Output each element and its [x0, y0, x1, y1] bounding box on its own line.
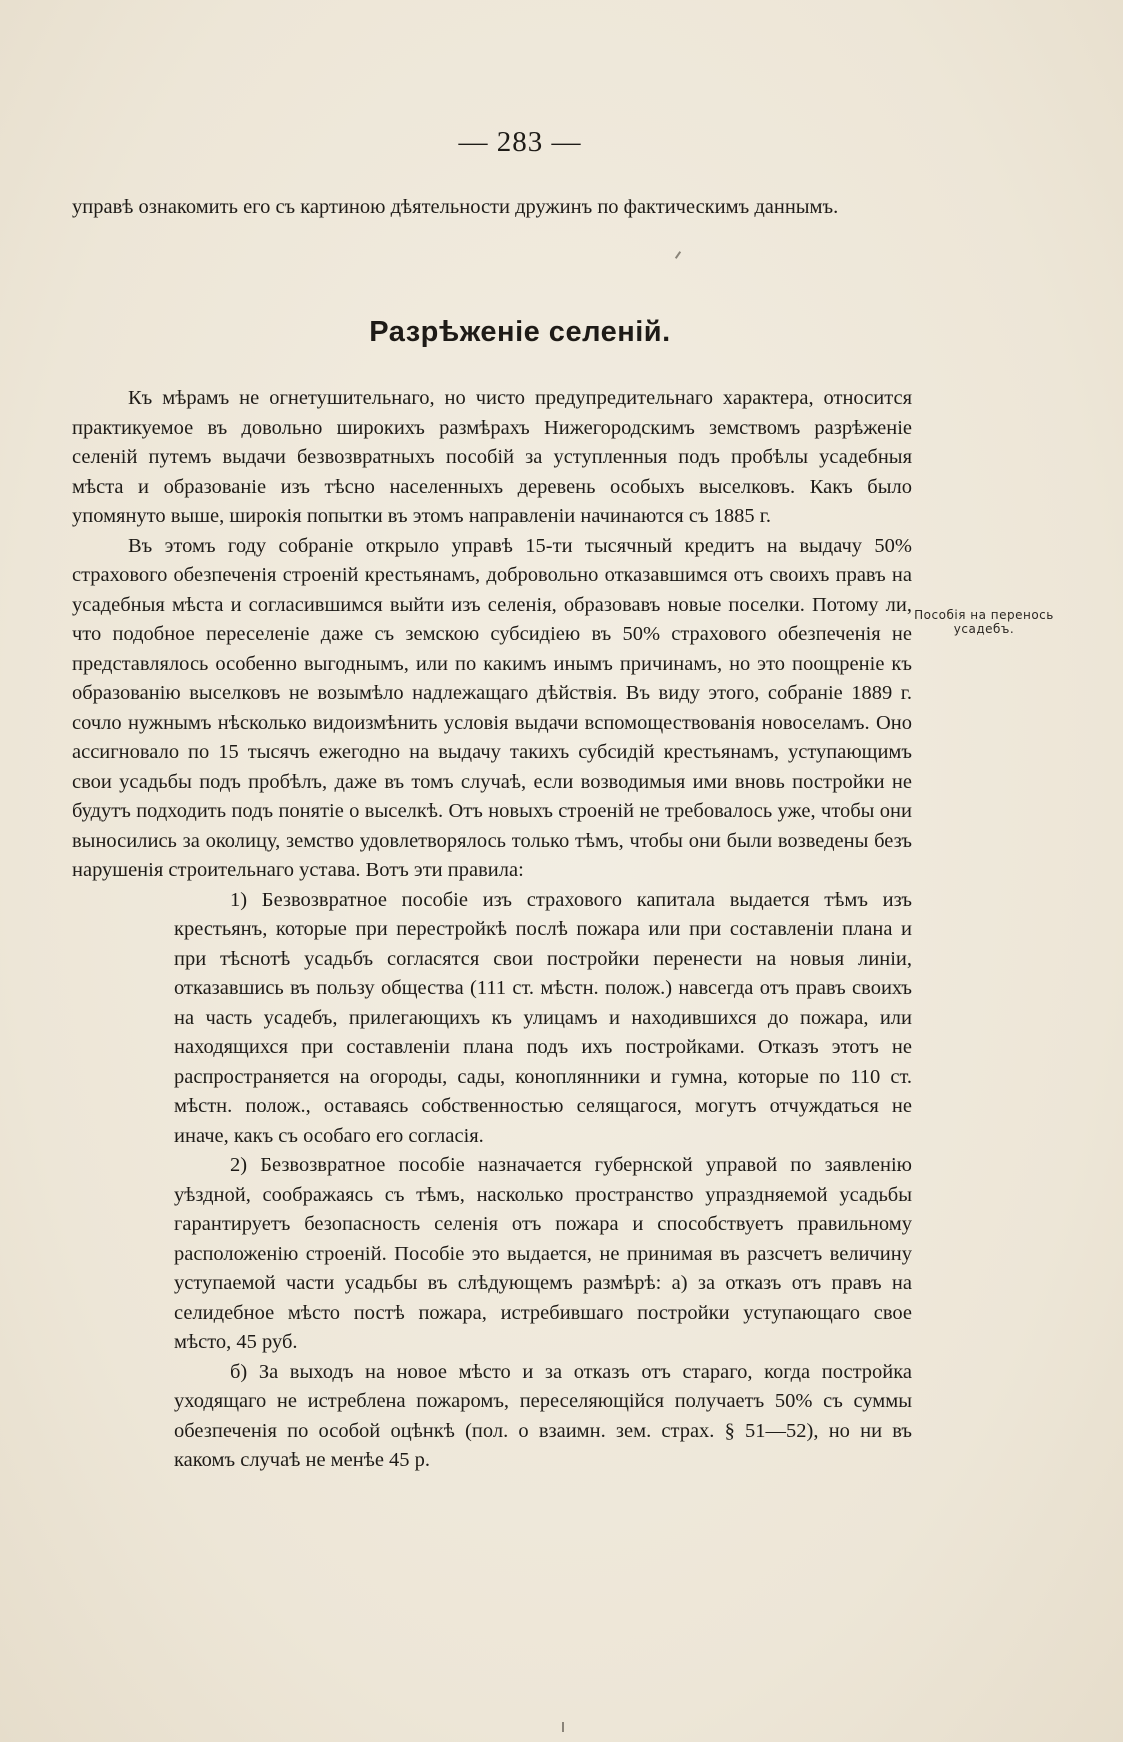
rule-item: 1) Безвозвратное пособіе изъ страхового капитала выдается тѣмъ изъ крестьянъ, которые при перестройкѣ послѣ пожара или при составленіи плана и при тѣснотѣ усадьбъ согласятся свои постройки перенести на новыя линіи, отказавшись въ пользу общества (111 ст. мѣстн. полож.) навсегда отъ правъ своихъ на часть усадебъ, прилегающихъ къ улицамъ и находившихся до пожара, или находящихся при составленіи плана подъ ихъ постройками. Отказъ этотъ не распространяется на огороды, сады, коноплянники и гумна, которые по 110 ст. мѣстн. полож., оставаясь собственностью селящагося, могутъ отчуждаться не иначе, какъ съ особаго его согласія. — [174, 888, 912, 1147]
section-body — [72, 384, 912, 1476]
paragraph: Въ этомъ году собраніе открыло управѣ 15-ти тысячный кредитъ на выдачу 50% страхового обезпеченія строеній крестьянамъ, добровольно отказавшимся отъ своихъ правъ на усадебныя мѣста и согласившимся выйти изъ селенія, образовавъ новые поселки. Потому ли, что подобное переселеніе даже съ земскою субсидіею въ 50% страхового обезпеченія не представлялось особенно выгоднымъ, или по какимъ инымъ причинамъ, но это поощреніе къ образованію выселковъ не возымѣло надлежащаго дѣйствія. Въ виду этого, собраніе 1889 г. сочло нужнымъ нѣсколько видоизмѣнить условія выдачи вспомоществованія новоселамъ. Оно ассигновало по 15 тысячъ ежегодно на выдачу такихъ субсидій крестьянамъ, уступающимъ свои усадьбы подъ пробѣлъ, даже въ томъ случаѣ, если возводимыя ими вновь постройки не будутъ подходить подъ понятіе о выселкѣ. Отъ новыхъ строеній не требовалось уже, чтобы они выносились за околицу, земство удовлетворялось только тѣмъ, чтобы они были возведены безъ нарушенія строительнаго устава. Вотъ эти правила: — [72, 534, 912, 881]
intro-text — [72, 193, 912, 223]
rule-item: 2) Безвозвратное пособіе назначается губернской управой по заявленію уѣздной, соображаясь съ тѣмъ, насколько пространство упраздняемой усадьбы гарантируетъ безопасность селенія отъ пожара и способствуетъ правильному расположенію строеній. Пособіе это выдается, не принимая въ разсчетъ величину уступаемой части усадьбы въ слѣдующемъ размѣрѣ: а) за отказъ отъ правъ на селидебное мѣсто постѣ пожара, истребившаго постройки уступающаго свое мѣсто, 45 руб. — [174, 1154, 912, 1353]
scan-mark — [562, 1722, 564, 1732]
paragraph: Къ мѣрамъ не огнетушительнаго, но чисто предупредительнаго характера, относится практикуемое въ довольно широкихъ размѣрахъ Нижегородскимъ земствомъ разрѣженіе селеній путемъ выдачи безвозвратныхъ пособій за уступленныя подъ пробѣлы усадебныя мѣста и образованіе изъ тѣсно населенныхъ деревень особыхъ выселковъ. Какъ было упомянуто выше, широкія попытки въ этомъ направленіи начинаются съ 1885 г. — [72, 387, 912, 527]
rule-item: б) За выходъ на новое мѣсто и за отказъ отъ стараго, когда постройка уходящаго не истреблена пожаромъ, переселяющійся получаетъ 50% съ суммы обезпеченія по особой оцѣнкѣ (пол. о взаимн. зем. страх. § 51—52), но ни въ какомъ случаѣ не менѣе 45 р. — [174, 1360, 912, 1471]
page-number: — 283 — — [458, 126, 582, 158]
pencil-mark — [675, 251, 681, 259]
margin-note: Пособія на перенось усадебъ. — [914, 608, 1054, 636]
intro-paragraph: управѣ ознакомить его съ картиною дѣятельности дружинъ по фактическимъ даннымъ. — [72, 196, 839, 218]
section-heading: Разрѣженіе селеній. — [369, 316, 671, 348]
